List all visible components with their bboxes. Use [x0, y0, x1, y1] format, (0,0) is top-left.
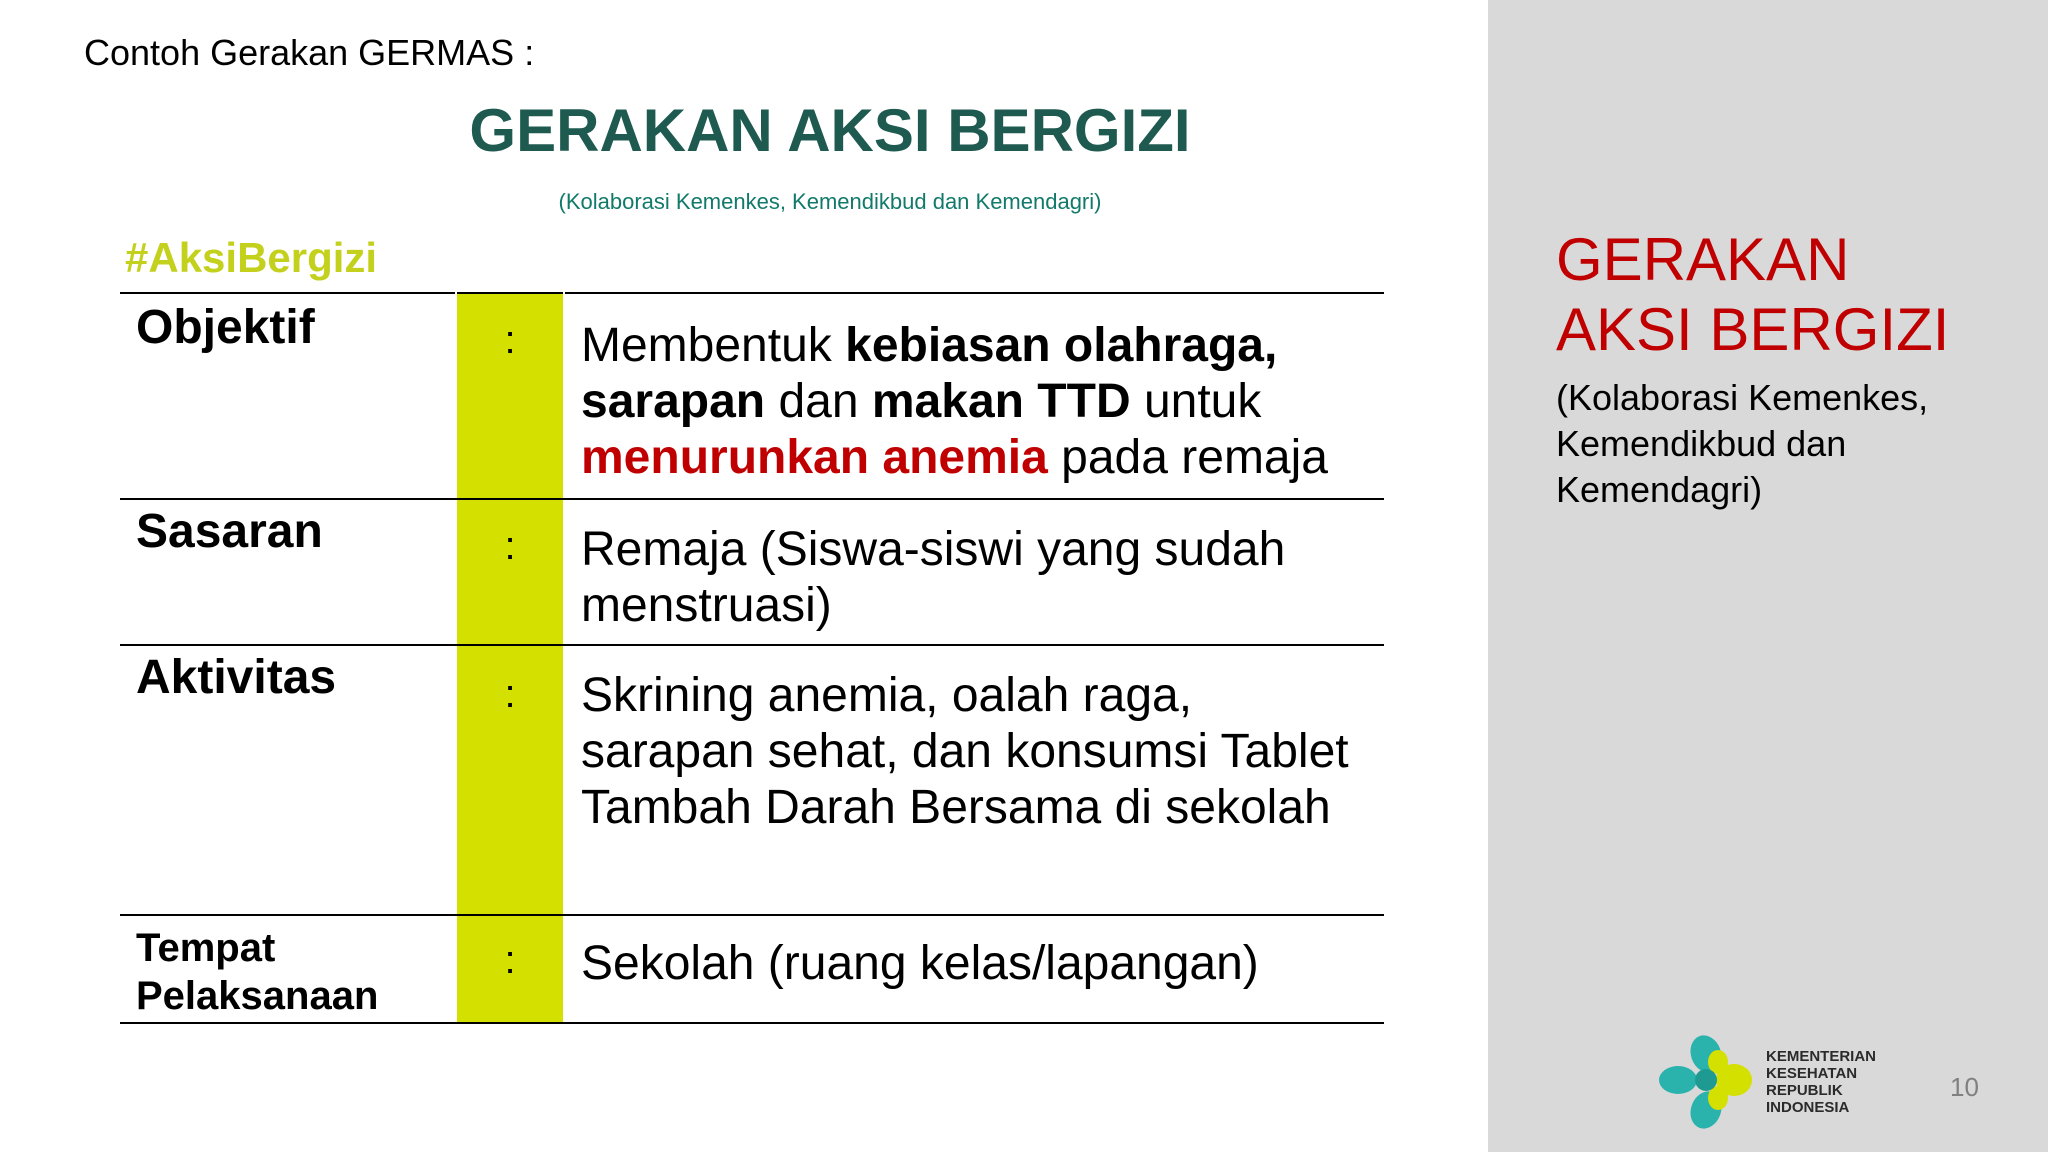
logo-text-line: REPUBLIK — [1766, 1082, 1843, 1099]
value-part-highlight: menurunkan anemia — [581, 431, 1048, 484]
colon-cell — [457, 646, 563, 914]
side-title-line: AKSI BERGIZI — [1556, 296, 1950, 363]
table-row-aktivitas — [120, 646, 1384, 914]
row-label-sasaran: Sasaran — [136, 505, 323, 558]
row-label-tempat — [136, 924, 378, 1020]
colon-text: : — [504, 938, 516, 982]
side-subtitle-line: (Kolaborasi Kemenkes, — [1556, 377, 1929, 418]
value-part-bold: kebiasan olahraga, sarapan — [581, 319, 1278, 428]
logo-text — [1766, 1048, 1876, 1116]
colon-cell — [457, 500, 563, 644]
logo-text-line: KESEHATAN — [1766, 1065, 1858, 1082]
colon-text: : — [504, 672, 516, 716]
row-value-sasaran: Remaja (Siswa-siswi yang sudah menstruasi) — [581, 523, 1286, 632]
side-subtitle — [1556, 375, 2016, 513]
logo-svg — [1656, 1032, 1756, 1132]
row-value-objektif — [581, 318, 1381, 486]
row-label-aktivitas: Aktivitas — [136, 651, 337, 704]
top-label: Contoh Gerakan GERMAS : — [84, 32, 535, 73]
logo-text-line: INDONESIA — [1766, 1099, 1850, 1116]
kemenkes-logo-icon — [1656, 1032, 1756, 1132]
table-row-objektif — [120, 294, 1384, 498]
row-value-tempat: Sekolah (ruang kelas/lapangan) — [581, 937, 1259, 990]
logo-text-line: KEMENTERIAN — [1766, 1048, 1877, 1065]
side-title-line: GERAKAN — [1556, 226, 1850, 293]
row-label-line: Pelaksanaan — [136, 974, 379, 1018]
value-part: untuk — [1130, 375, 1262, 428]
row-value-aktivitas: Skrining anemia, oalah raga, sarapan sehat, dan konsumsi Tablet Tambah Darah Bersama di sekolah — [581, 669, 1349, 834]
hashtag-label: #AksiBergizi — [125, 234, 378, 281]
colon-text: : — [504, 318, 516, 362]
side-subtitle-line: Kemendikbud dan — [1556, 423, 1847, 464]
value-part-bold: makan TTD — [871, 375, 1131, 428]
page-title: GERAKAN AKSI BERGIZI — [469, 97, 1191, 164]
row-label-objektif: Objektif — [136, 301, 315, 354]
side-subtitle-line: Kemendagri) — [1556, 469, 1763, 510]
row-label-line: Tempat — [136, 926, 276, 970]
colon-cell — [457, 294, 563, 498]
value-part: dan — [765, 375, 872, 428]
colon-cell — [457, 916, 563, 1022]
value-part: Membentuk — [581, 319, 846, 372]
page-number: 10 — [1950, 1072, 1979, 1102]
page-subtitle: (Kolaborasi Kemenkes, Kemendikbud dan Kemendagri) — [558, 189, 1102, 214]
colon-text: : — [504, 524, 516, 568]
table-row-tempat — [120, 916, 1384, 1022]
side-title — [1556, 225, 1949, 365]
value-part: pada remaja — [1047, 431, 1328, 484]
side-panel — [1488, 0, 2048, 1152]
table-row-sasaran — [120, 500, 1384, 644]
table-bottom-rule — [120, 1022, 1384, 1024]
